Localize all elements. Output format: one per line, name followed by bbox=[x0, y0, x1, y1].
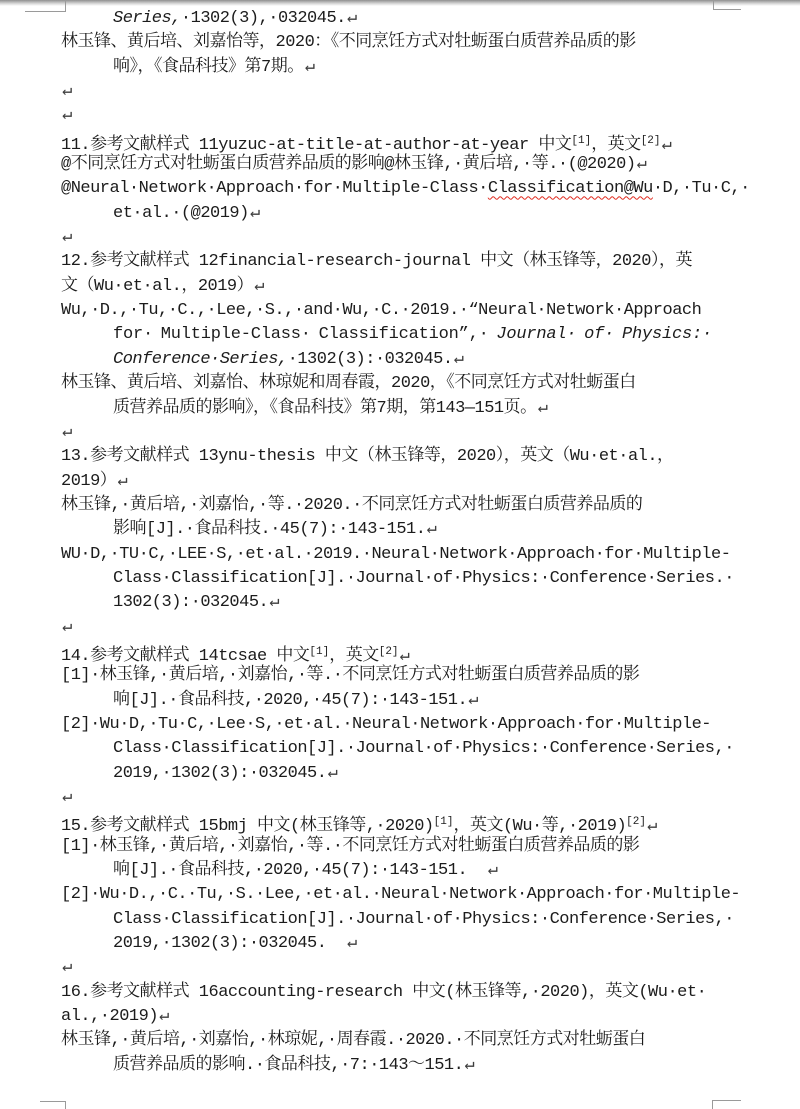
citation-text: Series, bbox=[113, 9, 181, 28]
text-line bbox=[0, 616, 800, 640]
citation-text: 质营养品质的影响.·食品科技,·7:·143～151. bbox=[113, 1055, 464, 1075]
citation-text: @Neural·Network·Approach·for·Multiple-Class· bbox=[61, 179, 488, 199]
text-line bbox=[0, 372, 800, 396]
citation-text: 11.参考文献样式 11yuzuc-at-title-at-author-at-year 中文 bbox=[61, 135, 572, 155]
citation-text: of· bbox=[584, 325, 615, 345]
citation-text: ，英文(Wu·等,·2019) bbox=[453, 817, 627, 837]
text-line bbox=[0, 908, 800, 932]
text-line bbox=[0, 494, 800, 518]
citation-text: 1302(3):·032045. bbox=[113, 593, 269, 613]
paragraph-mark-icon: ↵ bbox=[468, 690, 479, 710]
citation-text: for· bbox=[113, 325, 154, 345]
paragraph-mark-icon: ↵ bbox=[464, 1055, 475, 1075]
paragraph-mark-icon: ↵ bbox=[636, 155, 647, 175]
citation-text: ·D,·Tu·C,· bbox=[652, 179, 750, 199]
text-line bbox=[0, 177, 800, 201]
citation-text: 响[J].·食品科技,·2020,·45(7):·143-151. bbox=[113, 861, 487, 881]
citation-text: ，英文 bbox=[329, 646, 379, 666]
paragraph-mark-icon: ↵ bbox=[646, 817, 658, 837]
paragraph-mark-icon: ↵ bbox=[304, 57, 315, 77]
paragraph-mark-icon: ↵ bbox=[62, 788, 73, 807]
citation-text: 16.参考文献样式 16accounting-research 中文(林玉锋等,·2020)，英文(Wu·et· bbox=[61, 982, 707, 1002]
superscript-reference: [2] bbox=[626, 816, 646, 829]
text-line bbox=[0, 640, 800, 664]
citation-text: Classification”,· bbox=[318, 325, 489, 345]
citation-text: ·1302(3):·032045. bbox=[287, 349, 453, 369]
text-line bbox=[0, 1005, 800, 1029]
text-line bbox=[0, 421, 800, 445]
citation-text: 12.参考文献样式 12financial-research-journal 中文（林玉锋等，2020），英 bbox=[61, 252, 692, 272]
citation-text: 响》，《食品科技》第7期。 bbox=[113, 57, 304, 77]
text-line bbox=[0, 762, 800, 786]
citation-text: 2019） bbox=[61, 471, 117, 491]
text-line bbox=[0, 932, 800, 956]
superscript-reference: [2] bbox=[640, 134, 661, 147]
text-line bbox=[0, 104, 800, 128]
text-line bbox=[0, 397, 800, 421]
text-line bbox=[0, 713, 800, 737]
paragraph-mark-icon: ↵ bbox=[62, 106, 73, 126]
citation-text: 14.参考文献样式 14tcsae 中文 bbox=[61, 646, 310, 666]
paragraph-mark-icon: ↵ bbox=[117, 471, 128, 491]
text-boundary-mark-bottom-right bbox=[712, 1100, 741, 1109]
citation-text: Class·Classification[J].·Journal·of·Physics:·Conference·Series,· bbox=[113, 739, 734, 759]
text-line bbox=[0, 1054, 800, 1078]
citation-text: et·al.·(@2019) bbox=[113, 203, 249, 223]
text-line bbox=[0, 323, 712, 347]
paragraph-mark-icon: ↵ bbox=[62, 958, 73, 978]
text-line bbox=[0, 275, 800, 299]
paragraph-mark-icon: ↵ bbox=[399, 646, 410, 666]
text-line bbox=[0, 226, 800, 250]
citation-text: Multiple-Class· bbox=[160, 325, 311, 345]
citation-text: 质营养品质的影响》，《食品科技》第7期，第143—151页。 bbox=[113, 398, 537, 418]
citation-text: 林玉锋,·黄后培,·刘嘉怡,·等.·2020.·不同烹饪方式对牡蛎蛋白质营养品质的 bbox=[61, 495, 643, 515]
text-line bbox=[0, 56, 800, 80]
paragraph-mark-icon: ↵ bbox=[346, 934, 358, 954]
text-line bbox=[0, 348, 800, 372]
text-line bbox=[0, 689, 800, 713]
text-line bbox=[0, 153, 800, 177]
citation-text: Class·Classification[J].·Journal·of·Physics:·Conference·Series,· bbox=[113, 909, 734, 929]
citation-text: 15.参考文献样式 15bmj 中文(林玉锋等,·2020) bbox=[61, 817, 434, 837]
citation-text: 林玉锋,·黄后培,·刘嘉怡,·林琼妮,·周春霞.·2020.·不同烹饪方式对牡蛎蛋白 bbox=[61, 1031, 646, 1051]
paragraph-mark-icon: ↵ bbox=[453, 349, 464, 369]
paragraph-mark-icon: ↵ bbox=[62, 82, 73, 102]
citation-text: WU·D,·TU·C,·LEE·S,·et·al.·2019.·Neural·Network·Approach·for·Multiple- bbox=[61, 544, 731, 564]
superscript-reference: [1] bbox=[571, 134, 592, 147]
text-line bbox=[0, 810, 800, 837]
text-line bbox=[0, 470, 800, 494]
superscript-reference: [2] bbox=[378, 645, 399, 658]
text-line bbox=[0, 737, 800, 761]
citation-text: Wu,·D.,·Tu,·C.,·Lee,·S.,·and·Wu,·C.·2019.·“Neural·Network·Approach bbox=[61, 301, 702, 321]
superscript-reference: [1] bbox=[433, 816, 454, 829]
citation-text: [1]·林玉锋,·黄后培,·刘嘉怡,·等.·不同烹饪方式对牡蛎蛋白质营养品质的影 bbox=[61, 666, 640, 686]
paragraph-mark-icon: ↵ bbox=[62, 617, 73, 637]
paragraph-mark-icon: ↵ bbox=[661, 135, 672, 155]
paragraph-mark-icon: ↵ bbox=[426, 520, 437, 540]
text-line bbox=[0, 129, 800, 153]
text-line bbox=[0, 543, 800, 567]
paragraph-mark-icon: ↵ bbox=[537, 398, 548, 418]
text-line bbox=[0, 835, 800, 859]
citation-text: 2019,·1302(3):·032045. bbox=[113, 763, 327, 783]
citation-text: Physics:· bbox=[621, 325, 712, 345]
paragraph-mark-icon: ↵ bbox=[327, 763, 338, 783]
citation-text: @不同烹饪方式对牡蛎蛋白质营养品质的影响@林玉锋,·黄后培,·等.·(@2020) bbox=[61, 155, 636, 175]
paragraph-mark-icon: ↵ bbox=[62, 422, 73, 442]
citation-text: Class·Classification[J].·Journal·of·Physics:·Conference·Series.· bbox=[113, 568, 734, 588]
text-line bbox=[0, 1029, 800, 1053]
citation-text: 林玉锋、黄后培、刘嘉怡等，2020：《不同烹饪方式对牡蛎蛋白质营养品质的影 bbox=[61, 33, 636, 53]
paragraph-mark-icon: ↵ bbox=[249, 203, 261, 223]
text-line bbox=[0, 250, 800, 274]
text-line bbox=[0, 80, 800, 104]
spellcheck-flagged-text: Classification@Wu bbox=[487, 179, 653, 199]
citation-text: [2]·Wu·D.,·C.·Tu,·S.·Lee,·et·al.·Neural·Network·Approach·for·Multiple- bbox=[61, 885, 741, 905]
citation-text: 2019,·1302(3):·032045. bbox=[113, 934, 346, 954]
text-line bbox=[0, 567, 800, 591]
paragraph-mark-icon: ↵ bbox=[269, 593, 280, 613]
text-line bbox=[0, 664, 800, 688]
text-line bbox=[0, 7, 800, 31]
superscript-reference: [1] bbox=[309, 645, 330, 658]
text-line bbox=[0, 591, 800, 615]
citation-text: ，英文 bbox=[591, 135, 641, 155]
text-line bbox=[0, 31, 800, 55]
document-text-area bbox=[0, 7, 800, 1078]
text-line bbox=[0, 445, 800, 469]
citation-text: Conference·Series, bbox=[113, 349, 288, 369]
paragraph-mark-icon: ↵ bbox=[487, 861, 498, 881]
citation-text: ·1302(3),·032045. bbox=[180, 9, 346, 28]
text-line bbox=[0, 981, 800, 1005]
text-boundary-mark-bottom-left bbox=[40, 1101, 66, 1109]
paragraph-mark-icon: ↵ bbox=[346, 9, 358, 28]
text-line bbox=[0, 956, 800, 980]
text-line bbox=[0, 518, 800, 542]
citation-text: 13.参考文献样式 13ynu-thesis 中文（林玉锋等，2020），英文（Wu·et·al.， bbox=[61, 447, 674, 467]
text-line bbox=[0, 786, 800, 810]
citation-text: 影响[J].·食品科技.·45(7):·143-151. bbox=[113, 520, 426, 540]
text-line bbox=[0, 883, 800, 907]
citation-text: [1]·林玉锋,·黄后培,·刘嘉怡,·等.·不同烹饪方式对牡蛎蛋白质营养品质的影 bbox=[61, 836, 640, 856]
text-line bbox=[0, 299, 800, 323]
citation-text: 文（Wu·et·al.，2019） bbox=[61, 276, 254, 296]
text-line bbox=[0, 202, 800, 226]
paragraph-mark-icon: ↵ bbox=[254, 276, 265, 296]
citation-text: al.,·2019) bbox=[61, 1007, 159, 1027]
paragraph-mark-icon: ↵ bbox=[62, 228, 73, 248]
citation-text: [2]·Wu·D,·Tu·C,·Lee·S,·et·al.·Neural·Network·Approach·for·Multiple- bbox=[61, 714, 712, 734]
text-line bbox=[0, 859, 800, 883]
citation-text: 响[J].·食品科技,·2020,·45(7):·143-151. bbox=[113, 690, 468, 710]
citation-text: Journal· bbox=[496, 325, 577, 345]
paragraph-mark-icon: ↵ bbox=[159, 1007, 170, 1027]
page-top-shadow bbox=[0, 0, 800, 6]
citation-text: 林玉锋、黄后培、刘嘉怡、林琼妮和周春霞，2020，《不同烹饪方式对牡蛎蛋白 bbox=[61, 374, 636, 394]
